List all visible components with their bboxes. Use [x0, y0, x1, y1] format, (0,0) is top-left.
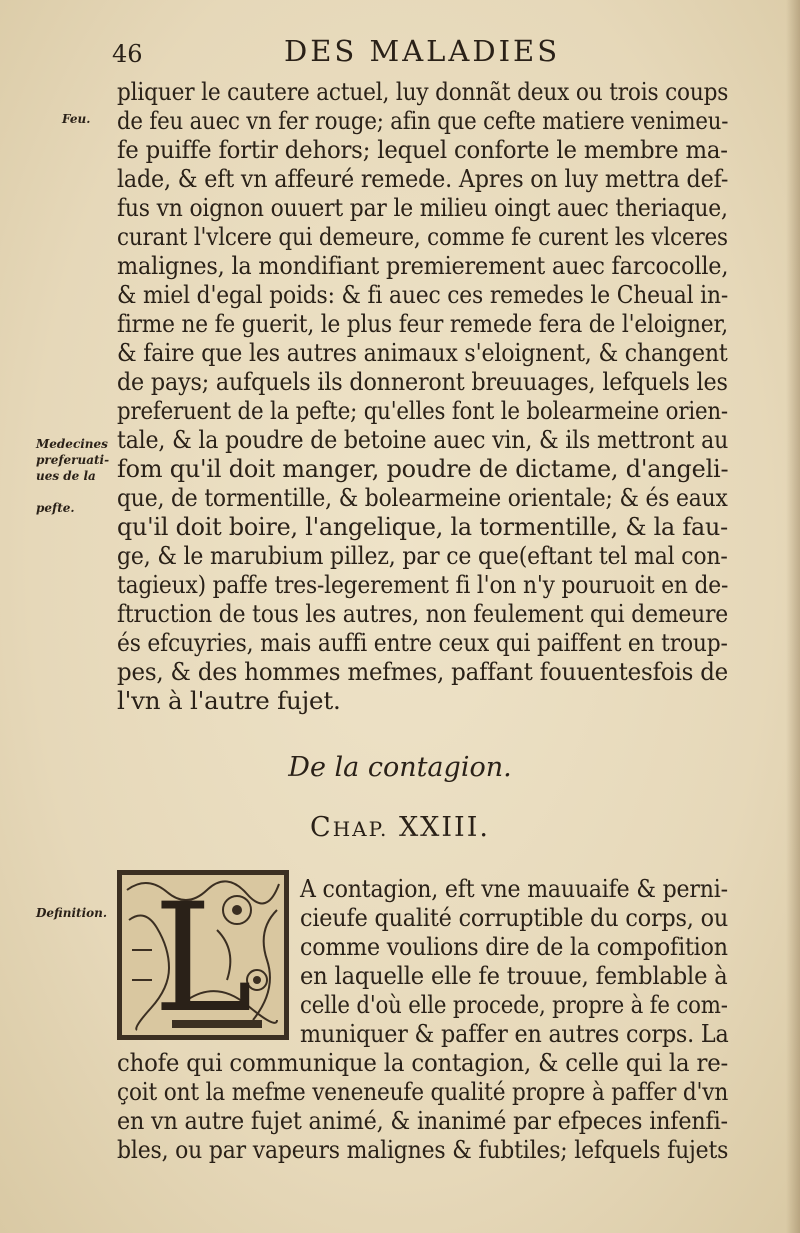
text-line: comme voulions dire de la compofition [300, 932, 728, 961]
text-line: A contagion, eft vne mauuaife & perni- [300, 874, 728, 903]
page-edge-shadow [786, 0, 800, 1233]
chapter-prefix-initial: C [310, 812, 333, 843]
text-line: qu'il doit boire, l'angelique, la tormentille, & la fau- [117, 512, 728, 541]
margin-note-medecines-2: preferuati- [36, 453, 110, 467]
page-header [112, 34, 732, 74]
text-line: curant l'vlcere qui demeure, comme fe curent les vlceres [117, 222, 728, 251]
text-line: chofe qui communique la contagion, & celle qui la re- [117, 1048, 729, 1077]
text-line: ge, & le marubium pillez, par ce que(eftant tel mal con- [117, 541, 728, 570]
text-line: fus vn oignon ouuert par le milieu oingt auec theriaque, [117, 193, 728, 222]
text-line: muniquer & paffer en autres corps. La [300, 1019, 729, 1048]
margin-note-medecines-1: Medecines [36, 437, 108, 451]
running-title: DES MALADIES [284, 34, 561, 68]
text-line: firme ne fe guerit, le plus feur remede fera de l'eloigner, [117, 309, 728, 338]
text-line: preferuent de la pefte; qu'elles font le bolearmeine orien- [117, 396, 728, 425]
chapter-heading [0, 812, 800, 843]
margin-note-medecines-3: ues de la [36, 469, 96, 483]
text-line: & miel d'egal poids: & fi auec ces remedes le Cheual in- [117, 280, 729, 309]
decorated-initial [117, 870, 289, 1040]
text-line: tagieux) paffe tres-legerement fi l'on n'y pouruoit en de- [117, 570, 729, 599]
initial-letter: L [153, 872, 253, 1040]
text-line: que, de tormentille, & bolearmeine orientale; & és eaux [117, 483, 728, 512]
text-line: l'vn à l'autre fujet. [117, 686, 341, 715]
chapter-prefix-rest: HAP. [332, 817, 389, 841]
text-line: malignes, la mondifiant premierement auec farcocolle, [117, 251, 729, 280]
text-line: en vn autre fujet animé, & inanimé par efpeces infenfi- [117, 1106, 728, 1135]
page-number: 46 [112, 40, 143, 68]
text-line: çoit ont la mefme veneneufe qualité propre à paffer d'vn [117, 1077, 729, 1106]
text-line: de pays; aufquels ils donneront breuuages, lefquels les [117, 367, 728, 396]
margin-note-feu: Feu. [62, 112, 91, 126]
text-line: és efcuyries, mais auffi entre ceux qui paiffent en troup- [117, 628, 728, 657]
woodcut-ornament-icon [117, 870, 289, 1040]
margin-note-medecines-4: pefte. [36, 501, 75, 515]
text-line: celle d'où elle procede, propre à fe com- [300, 990, 728, 1019]
section-title: De la contagion. [288, 752, 512, 783]
text-line: fe puiffe fortir dehors; lequel conforte le membre ma- [117, 135, 728, 164]
text-line: de feu auec vn fer rouge; afin que cefte matiere venimeu- [117, 106, 729, 135]
text-line: pliquer le cautere actuel, luy donnãt deux ou trois coups [117, 77, 729, 106]
text-line: pes, & des hommes mefmes, paffant fouuentesfois de [117, 657, 729, 686]
text-line: lade, & eft vn affeuré remede. Apres on luy mettra def- [117, 164, 729, 193]
text-line: en laquelle elle fe trouue, femblable à [300, 961, 728, 990]
text-line: & faire que les autres animaux s'eloignent, & changent [117, 338, 728, 367]
margin-note-definition: Definition. [36, 906, 108, 920]
text-line: bles, ou par vapeurs malignes & fubtiles; lefquels fujets [117, 1135, 729, 1164]
text-line: ftruction de tous les autres, non feulement qui demeure [117, 599, 729, 628]
text-line: cieufe qualité corruptible du corps, ou [300, 903, 729, 932]
chapter-number: XXIII. [398, 812, 490, 843]
text-line: tale, & la poudre de betoine auec vin, & ils mettront au [117, 425, 729, 454]
text-line: fom qu'il doit manger, poudre de dictame, d'angeli- [117, 454, 729, 483]
